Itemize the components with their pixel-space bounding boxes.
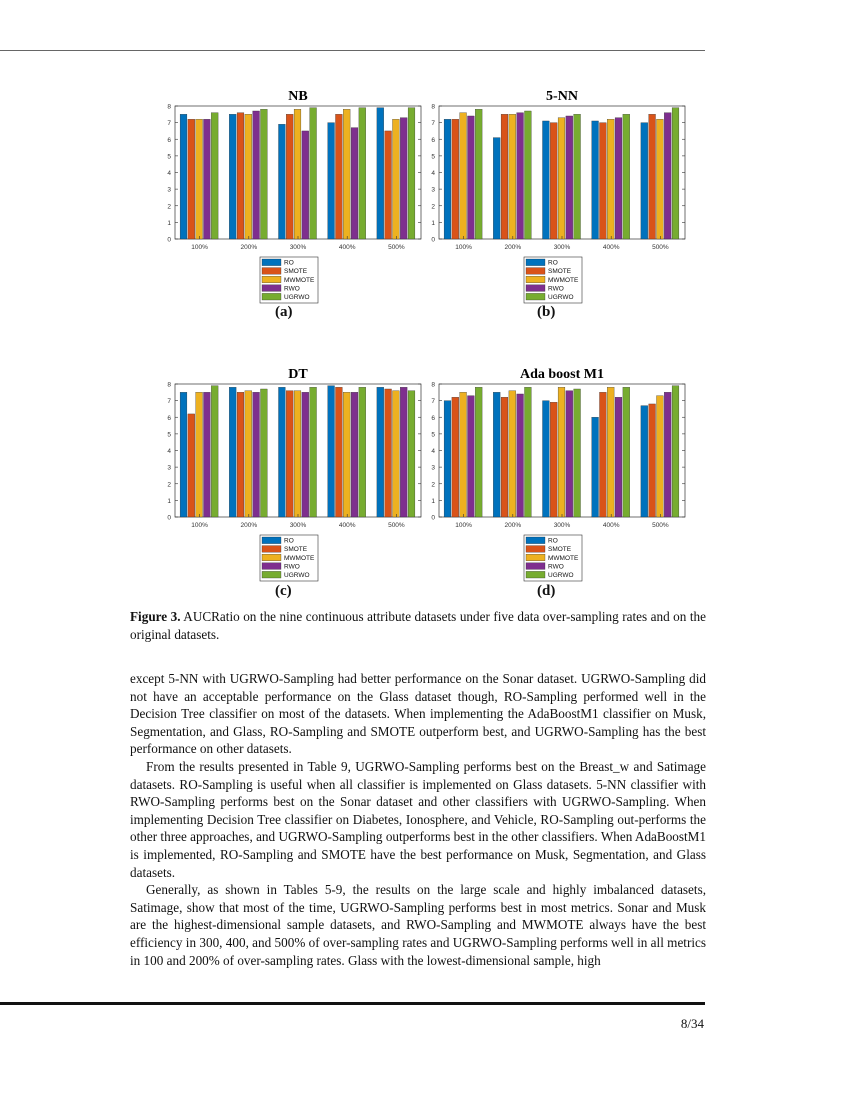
x-tick-label: 400% (338, 522, 356, 529)
bar-rwo (400, 118, 407, 239)
bar-smote (501, 114, 508, 239)
y-tick-label: 4 (167, 448, 171, 455)
bar-smote (336, 387, 343, 517)
bar-mwmote (558, 118, 565, 239)
bar-smote (385, 389, 392, 517)
legend-swatch (262, 285, 281, 292)
y-tick-label: 5 (431, 431, 435, 439)
y-tick-label: 8 (167, 381, 171, 389)
legend-label: MWMOTE (284, 554, 315, 562)
bar-rwo (302, 392, 309, 517)
y-tick-label: 3 (431, 464, 435, 472)
bar-ugrwo (475, 387, 482, 517)
legend-label: MWMOTE (548, 276, 579, 284)
bar-ugrwo (525, 387, 532, 517)
bar-smote (188, 414, 195, 517)
legend-swatch (262, 268, 281, 275)
y-tick-label: 1 (431, 497, 435, 505)
y-tick-label: 5 (167, 431, 171, 439)
y-tick-label: 1 (167, 497, 171, 505)
chart-5nn (414, 84, 704, 324)
legend-swatch (526, 259, 545, 266)
bar-ro (493, 138, 500, 239)
bar-ugrwo (525, 111, 532, 239)
legend-swatch (262, 571, 281, 578)
legend-label: UGRWO (548, 294, 574, 301)
bar-ugrwo (475, 109, 482, 239)
legend-label: RWO (548, 285, 564, 293)
bar-ugrwo (359, 387, 366, 517)
legend-label: SMOTE (284, 546, 308, 554)
bar-smote (649, 114, 656, 239)
bar-ro (592, 121, 599, 239)
bar-ugrwo (672, 108, 679, 239)
x-tick-label: 500% (652, 522, 669, 529)
chart-title: NB (288, 89, 308, 104)
bar-smote (188, 119, 195, 239)
bar-ro (377, 387, 384, 517)
bar-ro (279, 387, 286, 517)
legend-swatch (526, 268, 545, 275)
x-tick-label: 200% (240, 244, 258, 251)
bar-mwmote (343, 392, 350, 517)
y-tick-label: 0 (167, 514, 171, 522)
y-tick-label: 2 (167, 203, 171, 211)
legend-swatch (262, 563, 281, 570)
bar-mwmote (509, 114, 516, 239)
y-tick-label: 8 (167, 103, 171, 111)
y-tick-label: 7 (167, 120, 171, 128)
chart-dt (150, 362, 440, 602)
bar-rwo (615, 397, 622, 517)
bar-rwo (253, 111, 260, 239)
bar-smote (286, 114, 293, 239)
paragraph-1: except 5-NN with UGRWO-Sampling had better performance on the Sonar dataset. UGRWO-Sampling did not have an acceptable performance on the Glass dataset though, RO-Sampling performed well in the Decision Tree classifier on most of the datasets. When implementing the AdaBoostM1 classifier on Musk, Segmentation, and Glass, RO-Sampling and SMOTE outperform best, and UGRWO-Sampling has the best performance on other datasets. (130, 671, 706, 757)
bar-smote (550, 402, 557, 517)
y-tick-label: 6 (167, 414, 171, 422)
y-tick-label: 4 (431, 448, 435, 455)
bar-ro (279, 124, 286, 239)
bar-mwmote (196, 119, 203, 239)
legend-swatch (262, 293, 281, 300)
bar-rwo (204, 119, 211, 239)
x-tick-label: 200% (504, 522, 522, 529)
legend-swatch (262, 546, 281, 553)
y-tick-label: 2 (431, 481, 435, 489)
legend-label: RO (548, 259, 558, 267)
header-rule (0, 50, 705, 51)
bar-smote (237, 392, 244, 517)
bar-mwmote (245, 391, 252, 517)
x-tick-label: 100% (191, 244, 208, 251)
bar-ro (592, 417, 599, 517)
y-tick-label: 3 (431, 186, 435, 194)
bar-rwo (664, 392, 671, 517)
bar-ugrwo (672, 386, 679, 517)
bar-smote (600, 392, 607, 517)
y-tick-label: 7 (431, 120, 435, 128)
bar-rwo (517, 394, 524, 517)
y-tick-label: 1 (431, 219, 435, 227)
y-tick-label: 8 (431, 381, 435, 389)
bar-rwo (204, 392, 211, 517)
x-tick-label: 300% (289, 522, 307, 529)
bar-ugrwo (623, 387, 630, 517)
legend-label: RWO (284, 563, 300, 571)
legend-label: SMOTE (548, 268, 572, 276)
y-tick-label: 4 (167, 170, 171, 177)
x-tick-label: 500% (652, 244, 669, 251)
bar-rwo (468, 116, 475, 239)
y-tick-label: 7 (431, 398, 435, 406)
bar-ugrwo (310, 108, 317, 239)
legend-swatch (526, 293, 545, 300)
bar-rwo (351, 392, 358, 517)
x-tick-label: 100% (191, 522, 208, 529)
bar-mwmote (460, 392, 467, 517)
bar-mwmote (509, 391, 516, 517)
legend-swatch (526, 554, 545, 561)
bar-ugrwo (211, 113, 218, 239)
bar-ro (377, 108, 384, 239)
bar-mwmote (657, 396, 664, 517)
chart-nb (150, 84, 440, 324)
figure-caption-text: AUCRatio on the nine continuous attribute datasets under five data over-sampling rates and on the original datasets. (130, 609, 706, 642)
y-tick-label: 5 (167, 153, 171, 161)
y-tick-label: 4 (431, 170, 435, 177)
bar-smote (286, 391, 293, 517)
chart-title: 5-NN (546, 89, 578, 104)
legend-swatch (526, 276, 545, 283)
bar-smote (501, 397, 508, 517)
legend-label: RWO (284, 285, 300, 293)
legend-label: UGRWO (284, 572, 310, 579)
y-tick-label: 8 (431, 103, 435, 111)
chart-panel-c (150, 362, 440, 602)
bar-ro (444, 119, 451, 239)
legend-label: MWMOTE (284, 276, 315, 284)
bar-smote (385, 131, 392, 239)
legend-swatch (526, 537, 545, 544)
paragraph-3: Generally, as shown in Tables 5-9, the results on the large scale and highly imbalanced datasets, Satimage, show that most of the time, UGRWO-Sampling performs best in most metrics. Sonar and Musk are the highest-dimensional sample datasets, and RWO-Sampling and MWMOTE always have the best efficiency in 300, 400, and 500% of over-sampling rates and UGRWO-Sampling performs well in all metrics in 100 and 200% of over-sampling rates. Glass with the lowest-dimensional sample, high (130, 882, 706, 968)
chart-label-d: (d) (537, 583, 556, 599)
bar-ugrwo (261, 389, 268, 517)
y-tick-label: 2 (167, 481, 171, 489)
bar-mwmote (245, 114, 252, 239)
figure-caption-label: Figure 3. (130, 609, 181, 624)
bar-mwmote (294, 391, 301, 517)
bar-mwmote (607, 387, 614, 517)
legend-label: MWMOTE (548, 554, 579, 562)
legend-swatch (262, 276, 281, 283)
bar-mwmote (460, 113, 467, 239)
legend-label: RO (284, 537, 294, 545)
legend-label: SMOTE (548, 546, 572, 554)
x-tick-label: 200% (504, 244, 522, 251)
bar-rwo (253, 392, 260, 517)
bar-mwmote (607, 119, 614, 239)
bar-rwo (566, 116, 573, 239)
legend-label: UGRWO (284, 294, 310, 301)
y-tick-label: 0 (431, 236, 435, 244)
bar-smote (452, 119, 459, 239)
y-tick-label: 6 (167, 136, 171, 144)
x-tick-label: 200% (240, 522, 258, 529)
bar-ro (328, 386, 335, 517)
legend-label: RO (548, 537, 558, 545)
bar-ro (328, 123, 335, 239)
body-text (130, 670, 706, 969)
paragraph-2: From the results presented in Table 9, UGRWO-Sampling performs best on the Breast_w and Satimage datasets. RO-Sampling is useful when all classifier is implemented on Glass datasets. 5-NN classifier with RWO-Sampling performs best on the Sonar dataset and other classifiers with UGRWO-Sampling. When implementing Decision Tree classifier on Diabetes, Ionosphere, and Vehicle, RO-Sampling out-performs the other three approaches, and UGRWO-Sampling outperforms best in the other classifiers. When AdaBoostM1 is implemented, RO-Sampling and SMOTE have the best performance on Musk, Segmentation, and Glass datasets. (130, 758, 706, 880)
bar-mwmote (343, 109, 350, 239)
x-tick-label: 300% (553, 522, 571, 529)
bar-ugrwo (574, 389, 581, 517)
x-tick-label: 400% (602, 244, 620, 251)
bar-smote (649, 404, 656, 517)
legend-label: RWO (548, 563, 564, 571)
chart-label-c: (c) (275, 583, 292, 599)
bar-ro (180, 114, 187, 239)
page-number: 8/34 (680, 1016, 704, 1031)
legend-label: UGRWO (548, 572, 574, 579)
chart-adaboost (414, 362, 704, 602)
bar-rwo (351, 128, 358, 239)
bar-rwo (400, 387, 407, 517)
bar-smote (237, 113, 244, 239)
legend-swatch (526, 546, 545, 553)
bar-rwo (566, 391, 573, 517)
x-tick-label: 300% (289, 244, 307, 251)
x-tick-label: 500% (388, 244, 405, 251)
bar-ro (493, 392, 500, 517)
x-tick-label: 400% (338, 244, 356, 251)
figure-caption (130, 608, 706, 643)
bar-ugrwo (574, 114, 581, 239)
x-tick-label: 100% (455, 244, 472, 251)
y-tick-label: 0 (431, 514, 435, 522)
bar-ro (229, 387, 236, 517)
bar-ro (641, 123, 648, 239)
bar-rwo (468, 396, 475, 517)
chart-label-a: (a) (275, 304, 293, 320)
y-tick-label: 3 (167, 186, 171, 194)
bar-ro (641, 406, 648, 517)
x-tick-label: 500% (388, 522, 405, 529)
bar-ugrwo (310, 387, 317, 517)
chart-panel-a (150, 84, 440, 324)
y-tick-label: 6 (431, 136, 435, 144)
bar-rwo (302, 131, 309, 239)
legend-swatch (262, 554, 281, 561)
legend-swatch (262, 537, 281, 544)
bar-ro (444, 401, 451, 517)
x-tick-label: 400% (602, 522, 620, 529)
bar-rwo (517, 113, 524, 239)
footer-rule (0, 1002, 705, 1005)
legend-swatch (526, 563, 545, 570)
legend-swatch (526, 285, 545, 292)
legend-swatch (262, 259, 281, 266)
legend-label: RO (284, 259, 294, 267)
chart-panel-d (414, 362, 704, 602)
y-tick-label: 0 (167, 236, 171, 244)
bar-ugrwo (261, 109, 268, 239)
bar-ugrwo (211, 386, 218, 517)
chart-title: Ada boost M1 (519, 367, 605, 382)
y-tick-label: 5 (431, 153, 435, 161)
bar-rwo (615, 118, 622, 239)
bar-mwmote (196, 392, 203, 517)
bar-ro (180, 392, 187, 517)
bar-ugrwo (359, 108, 366, 239)
bar-smote (452, 397, 459, 517)
legend-swatch (526, 571, 545, 578)
x-tick-label: 100% (455, 522, 472, 529)
chart-panel-b (414, 84, 704, 324)
bar-mwmote (294, 109, 301, 239)
y-tick-label: 7 (167, 398, 171, 406)
bar-smote (550, 123, 557, 239)
y-tick-label: 3 (167, 464, 171, 472)
x-tick-label: 300% (553, 244, 571, 251)
bar-ugrwo (623, 114, 630, 239)
bar-mwmote (558, 387, 565, 517)
chart-title: DT (288, 367, 308, 382)
bar-smote (600, 123, 607, 239)
bar-ro (229, 114, 236, 239)
bar-rwo (664, 113, 671, 239)
bar-ro (543, 121, 550, 239)
legend-label: SMOTE (284, 268, 308, 276)
bar-mwmote (657, 119, 664, 239)
y-tick-label: 1 (167, 219, 171, 227)
chart-label-b: (b) (537, 304, 556, 320)
y-tick-label: 2 (431, 203, 435, 211)
bar-mwmote (393, 391, 400, 517)
bar-smote (336, 114, 343, 239)
bar-mwmote (393, 119, 400, 239)
y-tick-label: 6 (431, 414, 435, 422)
bar-ro (543, 401, 550, 517)
